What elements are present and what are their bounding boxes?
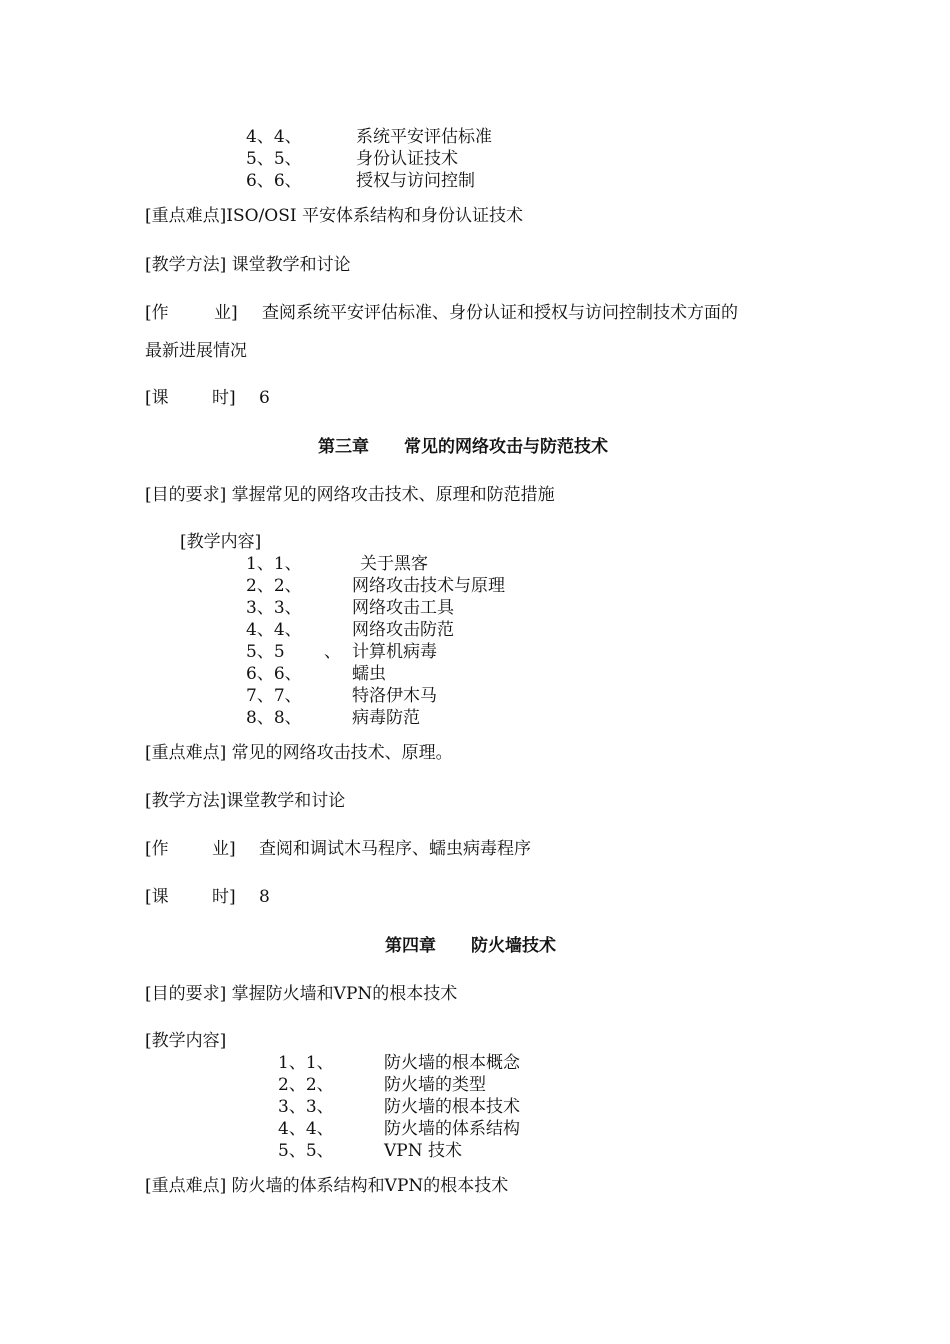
list-item: VPN 技术 (384, 1141, 462, 1161)
list-item-number: 6、6、 (246, 171, 302, 191)
list-item: 授权与访问控制 (356, 171, 475, 191)
list-item: 系统平安评估标准 (356, 127, 492, 147)
key-points: [重点难点]ISO/OSI 平安体系结构和身份认证技术 (145, 206, 523, 226)
list-item-number: 4、4、 (246, 127, 302, 147)
hours-label-end: 时] (212, 887, 236, 907)
chapter-number: 第四章 (385, 936, 436, 956)
homework-text-continued: 最新进展情况 (145, 341, 247, 361)
list-item: 网络攻击工具 (352, 598, 454, 618)
list-item: 防火墙的类型 (384, 1075, 486, 1095)
list-item: 网络攻击防范 (352, 620, 454, 640)
list-item-number: 1、1、 (278, 1053, 334, 1073)
teaching-methods: [教学方法] 课堂教学和讨论 (145, 255, 351, 275)
objectives: [目的要求] 掌握防火墙和VPN的根本技术 (145, 984, 458, 1004)
list-item-number: 5、5、 (278, 1141, 334, 1161)
list-item-number: 2、2、 (246, 576, 302, 596)
hours-label-start: [课 (145, 887, 169, 907)
homework-label-start: [作 (145, 839, 169, 859)
list-item-number: 5、5、 (246, 149, 302, 169)
homework-label-start: [作 (145, 303, 169, 323)
list-item: 关于黑客 (360, 554, 428, 574)
hours-label-start: [课 (145, 388, 169, 408)
list-item-number: 4、4、 (246, 620, 302, 640)
list-item: 防火墙的根本技术 (384, 1097, 520, 1117)
list-item-number: 1、1、 (246, 554, 302, 574)
list-item-number: 3、3、 (246, 598, 302, 618)
homework-text: 查阅和调试木马程序、蠕虫病毒程序 (259, 839, 531, 859)
list-item: 防火墙的根本概念 (384, 1053, 520, 1073)
list-item-number: 5、5 (246, 642, 285, 662)
list-item-number: 4、4、 (278, 1119, 334, 1139)
homework-label-end: 业] (212, 839, 236, 859)
list-item: 防火墙的体系结构 (384, 1119, 520, 1139)
content-label: [教学内容] (180, 532, 262, 552)
list-item-number: 2、2、 (278, 1075, 334, 1095)
list-item-number: 8、8、 (246, 708, 302, 728)
objectives: [目的要求] 掌握常见的网络攻击技术、原理和防范措施 (145, 485, 555, 505)
homework-label-end: 业] (214, 303, 238, 323)
list-item: 身份认证技术 (356, 149, 458, 169)
list-item: 病毒防范 (352, 708, 420, 728)
key-points: [重点难点] 防火墙的体系结构和VPN的根本技术 (145, 1176, 509, 1196)
chapter-title: 常见的网络攻击与防范技术 (404, 437, 608, 457)
homework-text: 查阅系统平安评估标准、身份认证和授权与访问控制技术方面的 (262, 303, 738, 323)
list-item-number: 6、6、 (246, 664, 302, 684)
hours-label-end: 时] (212, 388, 236, 408)
list-item: 计算机病毒 (352, 642, 437, 662)
chapter-title: 防火墙技术 (471, 936, 556, 956)
hours-value: 6 (259, 388, 270, 408)
list-item: 网络攻击技术与原理 (352, 576, 505, 596)
teaching-methods: [教学方法]课堂教学和讨论 (145, 791, 346, 811)
chapter-number: 第三章 (318, 437, 369, 457)
list-item: 特洛伊木马 (352, 686, 437, 706)
list-item-number: 7、7、 (246, 686, 302, 706)
key-points: [重点难点] 常见的网络攻击技术、原理。 (145, 743, 453, 763)
list-item: 蠕虫 (352, 664, 386, 684)
hours-value: 8 (259, 887, 270, 907)
list-item-separator: 、 (324, 642, 341, 662)
content-label: [教学内容] (145, 1031, 227, 1051)
list-item-number: 3、3、 (278, 1097, 334, 1117)
